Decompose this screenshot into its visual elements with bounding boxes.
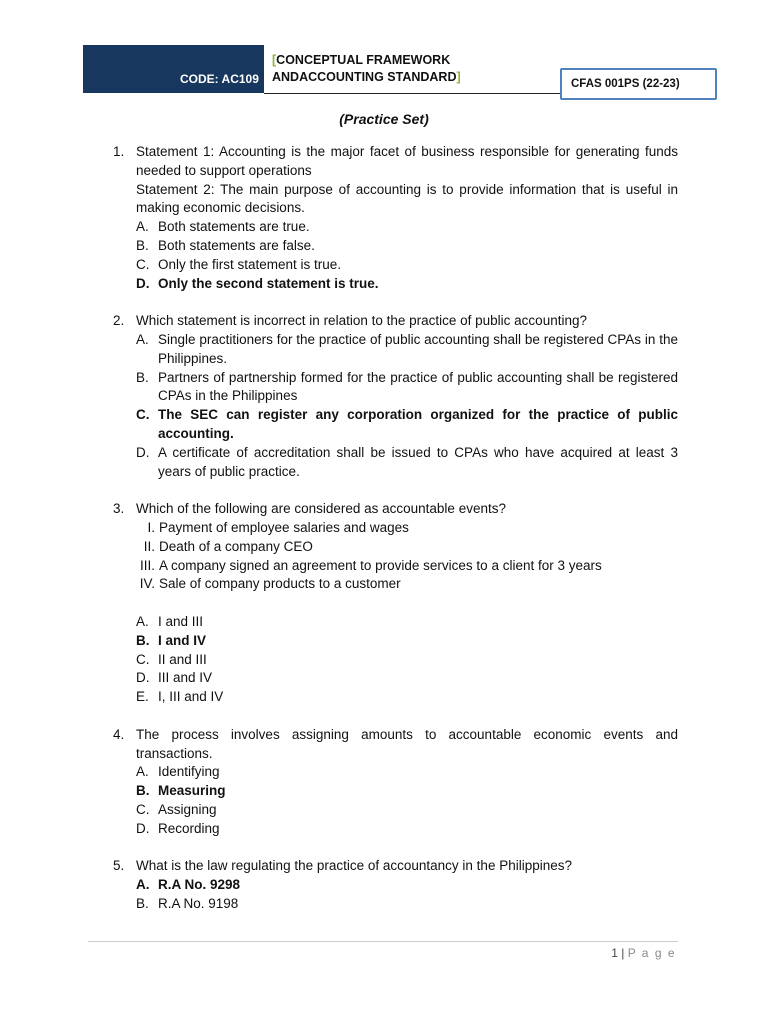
- question-number: 4.: [113, 726, 125, 742]
- answer-option: A. Both statements are true.: [136, 219, 310, 235]
- page-subtitle: (Practice Set): [339, 111, 429, 127]
- question-stem: The process involves assigning amounts to accountable economic events and transactions.: [136, 726, 678, 761]
- answer-option: E. I, III and IV: [136, 689, 224, 705]
- answer-option: A. Single practitioners for the practice of public accounting shall be registered CPAs in the Philippines.: [136, 331, 678, 366]
- page-number: 1: [611, 946, 618, 960]
- header-rule: [264, 93, 560, 94]
- question-stem: Statement 2: The main purpose of accounting is to provide information that is useful in making economic decisions.: [136, 181, 678, 216]
- course-title-line1: CONCEPTUAL FRAMEWORK: [276, 53, 451, 67]
- question-stem: What is the law regulating the practice of accountancy in the Philippines?: [136, 858, 573, 874]
- question-3: [113, 500, 678, 707]
- roman-item: III. A company signed an agreement to provide services to a client for 3 years: [139, 557, 602, 573]
- answer-option: C. Assigning: [136, 801, 217, 817]
- question-stem: Which statement is incorrect in relation to the practice of public accounting?: [136, 313, 587, 329]
- question-number: 5.: [113, 858, 125, 874]
- course-code: CODE: AC109: [180, 72, 259, 86]
- answer-option: B. R.A No. 9198: [136, 895, 239, 911]
- roman-item: I. Payment of employee salaries and wages: [147, 519, 409, 535]
- question-1: [113, 143, 678, 293]
- question-5: [113, 857, 678, 913]
- correct-answer-option: D. Only the second statement is true.: [136, 275, 379, 291]
- question-list: [113, 143, 678, 932]
- roman-item: IV. Sale of company products to a customer: [139, 576, 401, 592]
- footer-rule: [88, 941, 678, 942]
- answer-option: A. Identifying: [136, 764, 220, 780]
- correct-answer-option: A. R.A No. 9298: [136, 877, 241, 893]
- bracket-open: [: [272, 53, 277, 67]
- question-stem: Statement 1: Accounting is the major facet of business responsible for generating funds needed to support operations: [136, 144, 678, 178]
- roman-item: II. Death of a company CEO: [143, 538, 313, 554]
- footer-separator: |: [621, 946, 625, 960]
- answer-option: D. A certificate of accreditation shall be issued to CPAs who have acquired at least 3 years of public practice.: [136, 444, 678, 479]
- bracket-close: ]: [456, 70, 461, 84]
- page-label: P a g e: [627, 946, 676, 960]
- answer-option: B. Partners of partnership formed for the practice of public accounting shall be registered CPAs in the Philippines: [136, 369, 678, 404]
- answer-option: C. Only the first statement is true.: [136, 256, 342, 272]
- answer-option: B. Both statements are false.: [136, 237, 315, 253]
- page-footer: [611, 946, 676, 960]
- question-number: 1.: [113, 144, 125, 159]
- correct-answer-option: C. The SEC can register any corporation organized for the practice of public accounting.: [136, 407, 678, 441]
- correct-answer-option: B. Measuring: [136, 783, 226, 799]
- question-stem: Which of the following are considered as accountable events?: [136, 501, 506, 517]
- question-4: [113, 726, 678, 839]
- answer-option: D. Recording: [136, 820, 220, 836]
- correct-answer-option: B. I and IV: [136, 632, 207, 648]
- question-number: 3.: [113, 501, 125, 517]
- answer-option: A. I and III: [136, 613, 204, 629]
- document-id: CFAS 001PS (22-23): [560, 68, 717, 100]
- question-number: 2.: [113, 313, 125, 329]
- answer-option: D. III and IV: [136, 670, 213, 686]
- answer-option: C. II and III: [136, 651, 207, 667]
- course-title-line2: ANDACCOUNTING STANDARD: [272, 70, 457, 84]
- question-2: [113, 312, 678, 481]
- course-title: [272, 52, 461, 86]
